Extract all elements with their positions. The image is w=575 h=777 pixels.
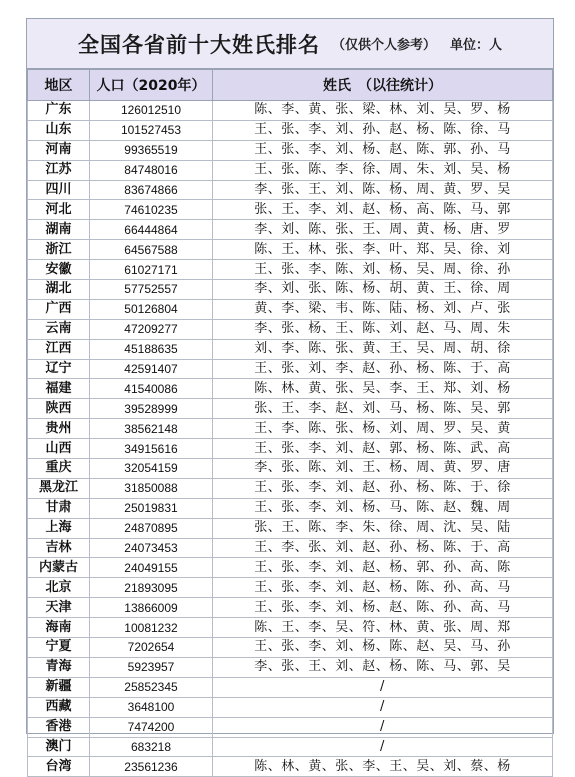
region-cell: 广东 <box>28 101 90 121</box>
surnames-cell: 王、张、李、刘、杨、赵、陈、孙、高、马 <box>213 598 553 618</box>
table-row <box>28 578 553 598</box>
surnames-cell: 李、张、王、刘、陈、杨、周、黄、罗、吴 <box>213 180 553 200</box>
surnames-cell: 李、张、陈、刘、王、杨、周、黄、罗、唐 <box>213 459 553 479</box>
population-cell: 31850088 <box>90 478 213 498</box>
surnames-cell: 王、李、张、刘、赵、孙、杨、陈、于、高 <box>213 538 553 558</box>
surnames-cell: / <box>213 737 553 757</box>
region-cell: 贵州 <box>28 419 90 439</box>
table-row <box>28 101 553 121</box>
population-cell: 50126804 <box>90 299 213 319</box>
surnames-cell: 陈、王、李、吴、符、林、黄、张、周、郑 <box>213 618 553 638</box>
table-row <box>28 439 553 459</box>
population-cell: 42591407 <box>90 359 213 379</box>
surnames-cell: 张、王、陈、李、朱、徐、周、沈、吴、陆 <box>213 518 553 538</box>
population-cell: 7202654 <box>90 638 213 658</box>
surnames-cell: 王、张、李、刘、杨、陈、赵、吴、马、孙 <box>213 638 553 658</box>
surnames-cell: 张、王、李、赵、刘、马、杨、陈、吴、郭 <box>213 399 553 419</box>
population-cell: 24073453 <box>90 538 213 558</box>
population-cell: 83674866 <box>90 180 213 200</box>
table-row <box>28 260 553 280</box>
population-cell: 41540086 <box>90 379 213 399</box>
region-cell: 海南 <box>28 618 90 638</box>
surnames-cell: / <box>213 677 553 697</box>
table-header-row <box>28 70 553 101</box>
region-cell: 新疆 <box>28 677 90 697</box>
population-cell: 23561236 <box>90 757 213 777</box>
region-cell: 重庆 <box>28 459 90 479</box>
region-cell: 宁夏 <box>28 638 90 658</box>
surnames-cell: 王、张、刘、李、赵、孙、杨、陈、于、高 <box>213 359 553 379</box>
table-row <box>28 160 553 180</box>
population-cell: 34915616 <box>90 439 213 459</box>
table-row <box>28 518 553 538</box>
surnames-cell: 陈、王、林、张、李、叶、郑、吴、徐、刘 <box>213 240 553 260</box>
table-row <box>28 697 553 717</box>
surnames-cell: 陈、林、黄、张、李、王、吴、刘、蔡、杨 <box>213 757 553 777</box>
population-cell: 5923957 <box>90 657 213 677</box>
surnames-cell: 李、刘、张、陈、杨、胡、黄、王、徐、周 <box>213 280 553 300</box>
region-cell: 浙江 <box>28 240 90 260</box>
reference-note: （仅供个人参考） <box>331 38 436 53</box>
title-bar <box>27 19 553 69</box>
population-cell: 64567588 <box>90 240 213 260</box>
region-cell: 西藏 <box>28 697 90 717</box>
region-cell: 内蒙古 <box>28 558 90 578</box>
region-cell: 台湾 <box>28 757 90 777</box>
population-cell: 13866009 <box>90 598 213 618</box>
region-cell: 北京 <box>28 578 90 598</box>
surnames-cell: 王、张、李、刘、赵、杨、陈、孙、高、马 <box>213 578 553 598</box>
population-cell: 24870895 <box>90 518 213 538</box>
population-cell: 25019831 <box>90 498 213 518</box>
surnames-cell: 李、张、杨、王、陈、刘、赵、马、周、朱 <box>213 319 553 339</box>
table-row <box>28 359 553 379</box>
table-row <box>28 220 553 240</box>
population-cell: 101527453 <box>90 120 213 140</box>
unit-label: 单位：人 <box>450 38 503 53</box>
population-cell: 39528999 <box>90 399 213 419</box>
region-cell: 福建 <box>28 379 90 399</box>
table-row <box>28 180 553 200</box>
surnames-cell: 王、张、李、陈、刘、杨、吴、周、徐、孙 <box>213 260 553 280</box>
header-region: 地区 <box>28 70 90 101</box>
region-cell: 陕西 <box>28 399 90 419</box>
surnames-cell: 王、张、李、刘、杨、赵、陈、郭、孙、马 <box>213 140 553 160</box>
surnames-cell: / <box>213 717 553 737</box>
table-row <box>28 299 553 319</box>
region-cell: 山东 <box>28 120 90 140</box>
table-row <box>28 339 553 359</box>
population-cell: 99365519 <box>90 140 213 160</box>
surnames-cell: 王、张、李、刘、赵、郭、杨、陈、武、高 <box>213 439 553 459</box>
surname-table <box>27 69 553 777</box>
region-cell: 甘肃 <box>28 498 90 518</box>
surnames-cell: 刘、李、陈、张、黄、王、吴、周、胡、徐 <box>213 339 553 359</box>
population-cell: 24049155 <box>90 558 213 578</box>
table-row <box>28 140 553 160</box>
population-cell: 7474200 <box>90 717 213 737</box>
header-population: 人口（2020年） <box>90 70 213 101</box>
population-cell: 21893095 <box>90 578 213 598</box>
table-row <box>28 677 553 697</box>
region-cell: 天津 <box>28 598 90 618</box>
table-row <box>28 200 553 220</box>
region-cell: 四川 <box>28 180 90 200</box>
region-cell: 河南 <box>28 140 90 160</box>
surnames-cell: 陈、林、黄、张、吴、李、王、郑、刘、杨 <box>213 379 553 399</box>
population-cell: 66444864 <box>90 220 213 240</box>
population-cell: 45188635 <box>90 339 213 359</box>
table-row <box>28 399 553 419</box>
region-cell: 澳门 <box>28 737 90 757</box>
table-body <box>28 101 553 777</box>
surnames-cell: 王、张、李、刘、杨、马、陈、赵、魏、周 <box>213 498 553 518</box>
table-row <box>28 419 553 439</box>
surnames-cell: 王、张、李、刘、赵、孙、杨、陈、于、徐 <box>213 478 553 498</box>
table-row <box>28 757 553 777</box>
region-cell: 广西 <box>28 299 90 319</box>
surnames-cell: 陈、李、黄、张、梁、林、刘、吴、罗、杨 <box>213 101 553 121</box>
region-cell: 湖北 <box>28 280 90 300</box>
region-cell: 江西 <box>28 339 90 359</box>
population-cell: 25852345 <box>90 677 213 697</box>
population-cell: 84748016 <box>90 160 213 180</box>
region-cell: 辽宁 <box>28 359 90 379</box>
table-row <box>28 478 553 498</box>
region-cell: 江苏 <box>28 160 90 180</box>
region-cell: 吉林 <box>28 538 90 558</box>
region-cell: 上海 <box>28 518 90 538</box>
header-surnames: 姓氏 （以往统计） <box>213 70 553 101</box>
surnames-cell: 张、王、李、刘、赵、杨、高、陈、马、郭 <box>213 200 553 220</box>
population-cell: 3648100 <box>90 697 213 717</box>
region-cell: 山西 <box>28 439 90 459</box>
region-cell: 香港 <box>28 717 90 737</box>
population-cell: 61027171 <box>90 260 213 280</box>
population-cell: 57752557 <box>90 280 213 300</box>
table-row <box>28 538 553 558</box>
population-cell: 38562148 <box>90 419 213 439</box>
surnames-cell: 李、张、王、刘、赵、杨、陈、马、郭、吴 <box>213 657 553 677</box>
surnames-cell: 李、刘、陈、张、王、周、黄、杨、唐、罗 <box>213 220 553 240</box>
table-row <box>28 717 553 737</box>
region-cell: 黑龙江 <box>28 478 90 498</box>
population-cell: 47209277 <box>90 319 213 339</box>
population-cell: 74610235 <box>90 200 213 220</box>
surnames-cell: 王、张、李、刘、赵、杨、郭、孙、高、陈 <box>213 558 553 578</box>
population-cell: 32054159 <box>90 459 213 479</box>
surnames-cell: / <box>213 697 553 717</box>
page-title: 全国各省前十大姓氏排名 <box>77 32 320 57</box>
table-row <box>28 498 553 518</box>
population-cell: 10081232 <box>90 618 213 638</box>
surname-ranking-sheet <box>26 18 554 774</box>
surnames-cell: 王、张、陈、李、徐、周、朱、刘、吴、杨 <box>213 160 553 180</box>
region-cell: 安徽 <box>28 260 90 280</box>
surnames-cell: 王、李、陈、张、杨、刘、周、罗、吴、黄 <box>213 419 553 439</box>
region-cell: 云南 <box>28 319 90 339</box>
table-row <box>28 280 553 300</box>
table-row <box>28 120 553 140</box>
table-row <box>28 598 553 618</box>
population-cell: 683218 <box>90 737 213 757</box>
table-row <box>28 657 553 677</box>
table-row <box>28 618 553 638</box>
region-cell: 湖南 <box>28 220 90 240</box>
table-row <box>28 638 553 658</box>
table-row <box>28 558 553 578</box>
region-cell: 河北 <box>28 200 90 220</box>
table-row <box>28 240 553 260</box>
surnames-cell: 王、张、李、刘、孙、赵、杨、陈、徐、马 <box>213 120 553 140</box>
table-row <box>28 737 553 757</box>
region-cell: 青海 <box>28 657 90 677</box>
table-row <box>28 459 553 479</box>
table-row <box>28 319 553 339</box>
surnames-cell: 黄、李、梁、韦、陈、陆、杨、刘、卢、张 <box>213 299 553 319</box>
table-row <box>28 379 553 399</box>
population-cell: 126012510 <box>90 101 213 121</box>
